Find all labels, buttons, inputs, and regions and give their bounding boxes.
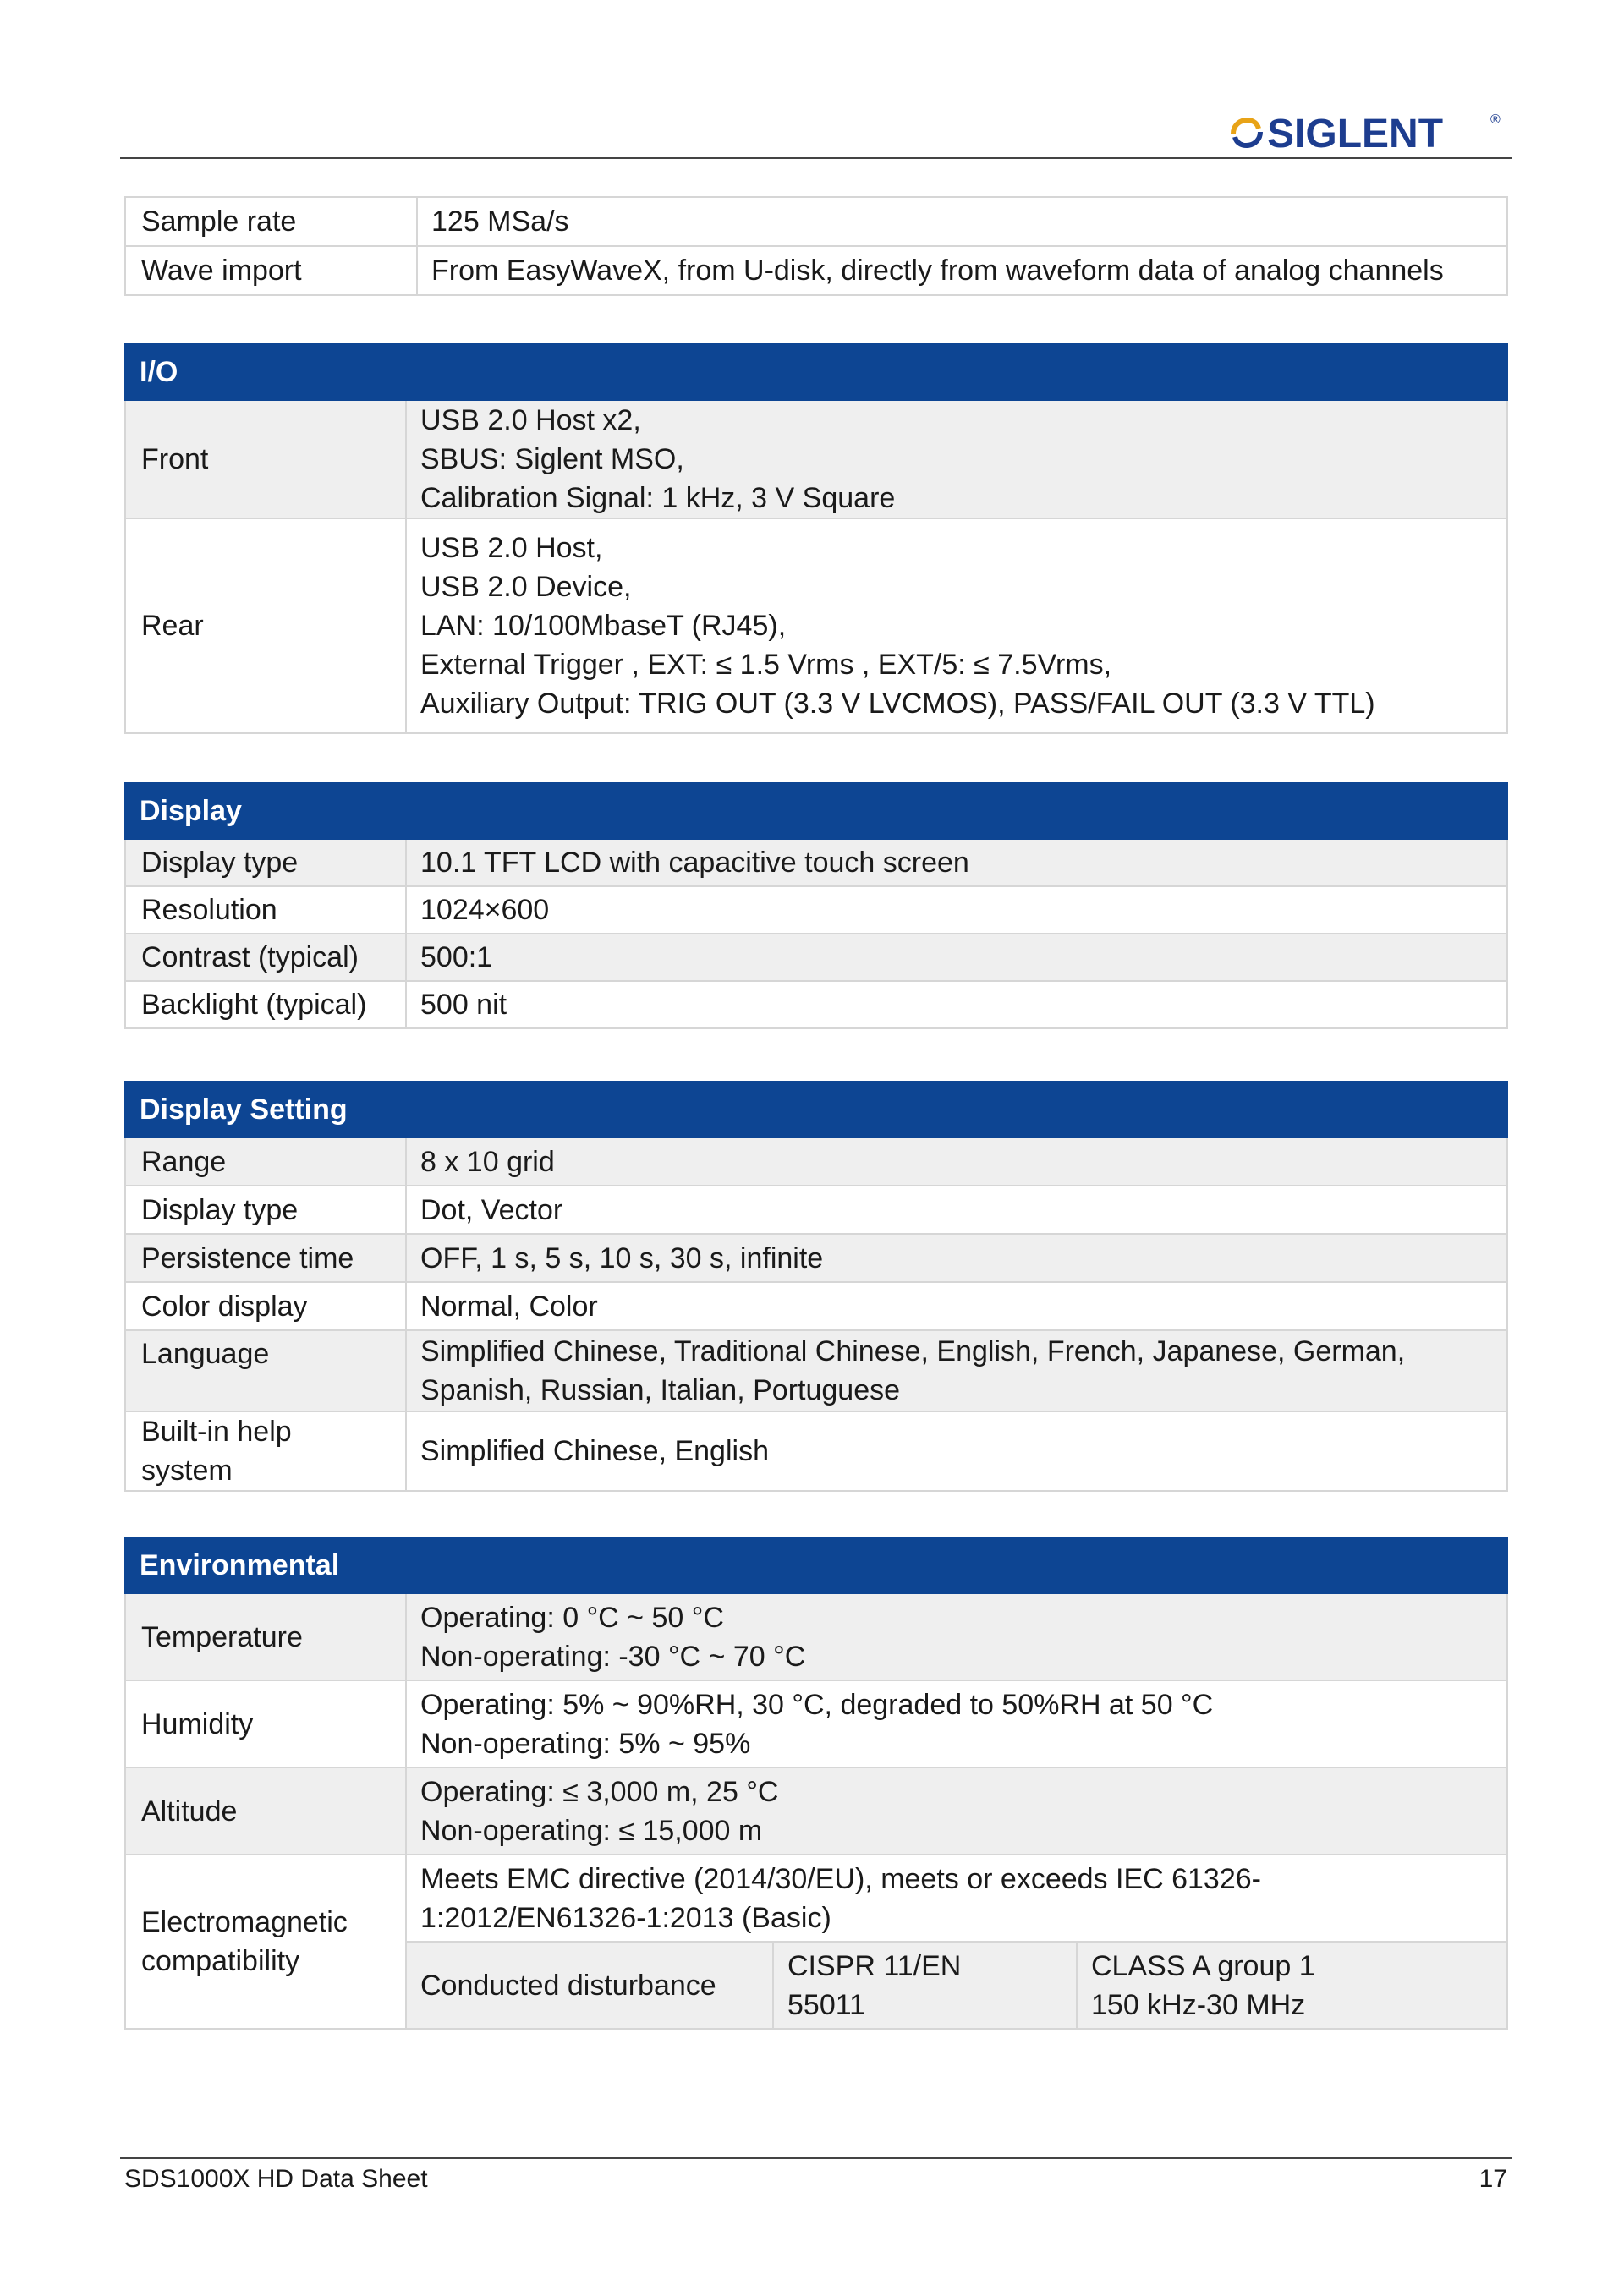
section-title: I/O — [125, 344, 1507, 400]
siglent-swirl-icon — [1233, 120, 1260, 145]
row-label: Temperature — [125, 1593, 406, 1680]
footer-doc-title: SDS1000X HD Data Sheet — [124, 2165, 428, 2193]
row-label: Range — [125, 1137, 406, 1186]
waveform-generator-table — [124, 196, 1508, 296]
table-row — [125, 246, 1507, 295]
table-row — [125, 400, 1507, 518]
table-row — [125, 934, 1507, 981]
row-value: Operating: 0 °C ~ 50 °C Non-operating: -30 °C ~ 70 °C — [406, 1593, 1507, 1680]
row-label: Resolution — [125, 886, 406, 934]
row-label: Altitude — [125, 1767, 406, 1855]
row-value: Simplified Chinese, Traditional Chinese, English, French, Japanese, German, Spanish, Russian, Italian, Portuguese — [406, 1330, 1507, 1411]
display-table — [124, 782, 1508, 1029]
row-value: 1024×600 — [406, 886, 1507, 934]
row-value: Simplified Chinese, English — [406, 1411, 1507, 1491]
table-row — [125, 886, 1507, 934]
row-label: Rear — [125, 518, 406, 733]
siglent-logo — [1226, 107, 1506, 157]
table-row — [125, 1137, 1507, 1186]
row-value: Meets EMC directive (2014/30/EU), meets or exceeds IEC 61326- 1:2012/EN61326-1:2013 (Basic) — [406, 1855, 1507, 1942]
section-title: Display — [125, 783, 1507, 839]
row-value: 8 x 10 grid — [406, 1137, 1507, 1186]
row-value: 500:1 — [406, 934, 1507, 981]
row-label: Contrast (typical) — [125, 934, 406, 981]
table-row — [125, 839, 1507, 886]
logo-text: SIGLENT — [1267, 112, 1444, 156]
row-label: Language — [125, 1330, 406, 1411]
table-row — [125, 1282, 1507, 1330]
emc-class: CLASS A group 1 150 kHz-30 MHz — [1077, 1942, 1507, 2029]
table-row — [125, 518, 1507, 733]
row-label: Humidity — [125, 1680, 406, 1767]
row-value: OFF, 1 s, 5 s, 10 s, 30 s, infinite — [406, 1234, 1507, 1282]
row-value: Operating: 5% ~ 90%RH, 30 °C, degraded to 50%RH at 50 °C Non-operating: 5% ~ 95% — [406, 1680, 1507, 1767]
section-title: Environmental — [125, 1537, 1507, 1593]
row-value: USB 2.0 Host, USB 2.0 Device, LAN: 10/100MbaseT (RJ45), External Trigger , EXT: ≤ 1.5 Vrms , EXT/5: ≤ 7.5Vrms, Auxiliary Output: TRIG OUT (3.3 V LVCMOS), PASS/FAIL OUT (3.3 V TTL) — [406, 518, 1507, 733]
row-value: USB 2.0 Host x2, SBUS: Siglent MSO, Calibration Signal: 1 kHz, 3 V Square — [406, 400, 1507, 518]
section-header — [125, 1082, 1507, 1137]
registered-mark: ® — [1490, 112, 1501, 127]
section-title: Display Setting — [125, 1082, 1507, 1137]
table-row — [125, 1855, 1507, 1942]
section-header — [125, 1537, 1507, 1593]
section-header — [125, 344, 1507, 400]
row-value: Normal, Color — [406, 1282, 1507, 1330]
row-label: Color display — [125, 1282, 406, 1330]
row-label: Backlight (typical) — [125, 981, 406, 1028]
io-table — [124, 343, 1508, 734]
footer-page-number: 17 — [1479, 2165, 1507, 2193]
row-value: 500 nit — [406, 981, 1507, 1028]
row-label: Built-in help system — [125, 1411, 406, 1491]
row-label: Electromagnetic compatibility — [125, 1855, 406, 2029]
table-row — [125, 1234, 1507, 1282]
emc-standard: CISPR 11/EN 55011 — [773, 1942, 1077, 2029]
row-label: Persistence time — [125, 1234, 406, 1282]
row-label: Wave import — [125, 246, 417, 295]
row-label: Display type — [125, 1186, 406, 1234]
table-row — [125, 1330, 1507, 1411]
environmental-table — [124, 1537, 1508, 2030]
table-row — [125, 1593, 1507, 1680]
table-row — [125, 1411, 1507, 1491]
display-setting-table — [124, 1081, 1508, 1492]
row-value: Operating: ≤ 3,000 m, 25 °C Non-operating: ≤ 15,000 m — [406, 1767, 1507, 1855]
emc-test-name: Conducted disturbance — [406, 1942, 773, 2029]
footer-rule — [120, 2157, 1512, 2159]
header-rule — [120, 157, 1512, 159]
section-header — [125, 783, 1507, 839]
row-label: Display type — [125, 839, 406, 886]
table-row — [125, 197, 1507, 246]
row-value: Dot, Vector — [406, 1186, 1507, 1234]
table-row — [125, 1767, 1507, 1855]
row-value: 125 MSa/s — [417, 197, 1507, 246]
row-value: From EasyWaveX, from U-disk, directly from waveform data of analog channels — [417, 246, 1507, 295]
table-row — [125, 1680, 1507, 1767]
row-value: 10.1 TFT LCD with capacitive touch screen — [406, 839, 1507, 886]
table-row — [125, 1186, 1507, 1234]
table-row — [125, 981, 1507, 1028]
row-label: Front — [125, 400, 406, 518]
row-label: Sample rate — [125, 197, 417, 246]
